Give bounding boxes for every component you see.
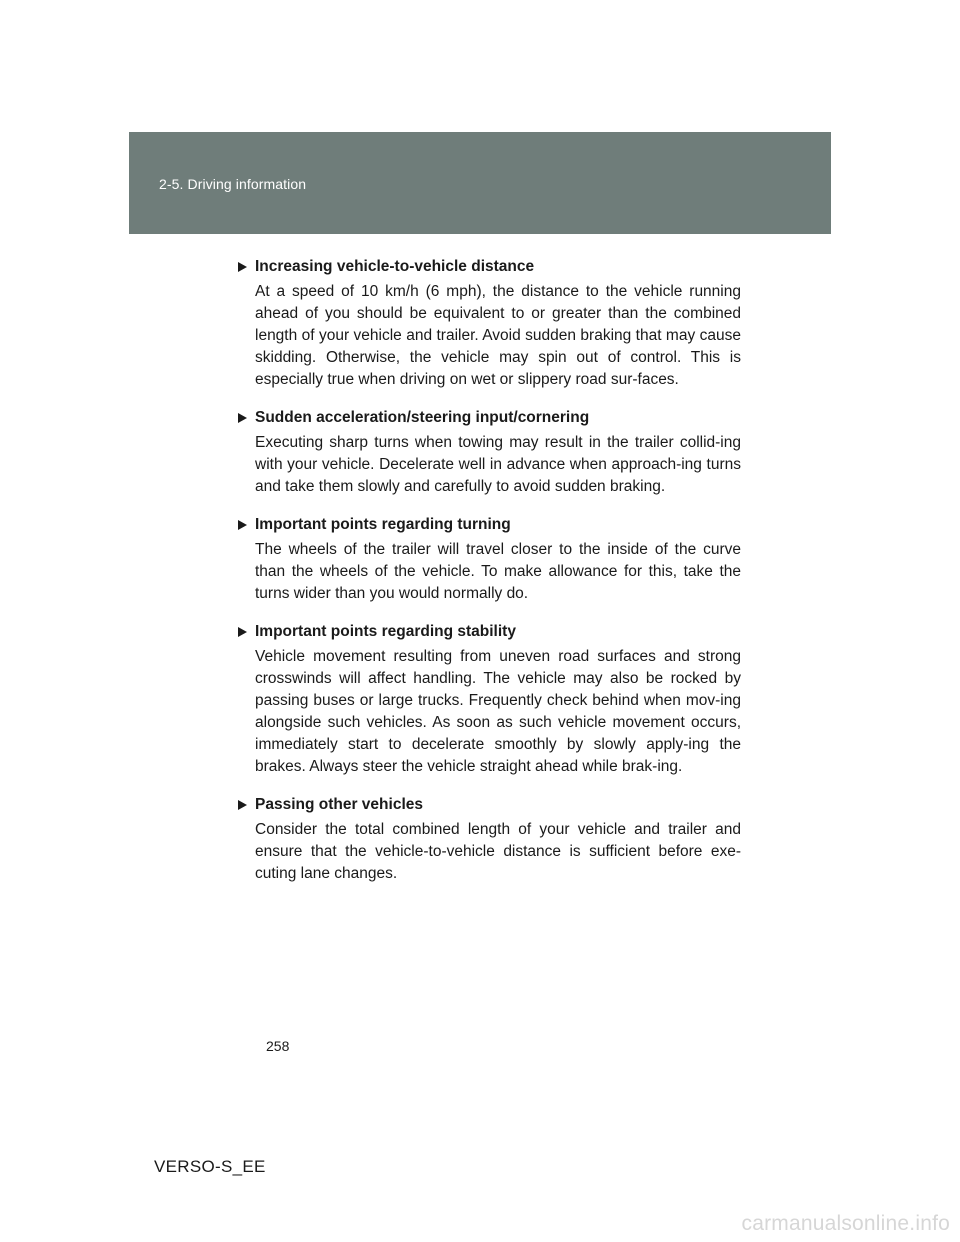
item-heading-text: Important points regarding stability <box>255 623 516 640</box>
triangle-bullet-icon <box>238 262 247 272</box>
page-number: 258 <box>266 1038 290 1054</box>
item-heading-text: Important points regarding turning <box>255 516 511 533</box>
model-code: VERSO-S_EE <box>154 1157 266 1176</box>
list-item <box>236 513 741 605</box>
item-body: Vehicle movement resulting from uneven road surfaces and strong crosswinds will affect handling. The vehicle may also be rocked by passing buses or large trucks. Frequently check behind when mov-ing alongside such vehicles. As soon as such vehicle movement occurs, immediately start to decelerate smoothly by slowly apply-ing the brakes. Always steer the vehicle straight ahead while brak-ing. <box>255 648 741 775</box>
list-item <box>236 620 741 778</box>
item-heading-text: Passing other vehicles <box>255 796 423 813</box>
item-heading <box>236 793 741 817</box>
triangle-bullet-icon <box>238 413 247 423</box>
item-heading <box>236 255 741 279</box>
item-body: Consider the total combined length of your vehicle and trailer and ensure that the vehicle-to-vehicle distance is sufficient before exe-cuting lane changes. <box>255 821 741 882</box>
item-body: The wheels of the trailer will travel closer to the inside of the curve than the wheels of the vehicle. To make allowance for this, take the turns wider than you would normally do. <box>255 541 741 602</box>
chapter-header-band <box>129 132 831 234</box>
list-item <box>236 406 741 498</box>
manual-content <box>236 255 741 900</box>
list-item <box>236 255 741 391</box>
triangle-bullet-icon <box>238 520 247 530</box>
list-item <box>236 793 741 885</box>
item-heading-text: Increasing vehicle-to-vehicle distance <box>255 258 535 275</box>
item-heading <box>236 406 741 430</box>
item-body: At a speed of 10 km/h (6 mph), the distance to the vehicle running ahead of you should be equivalent to or greater than the combined length of your vehicle and trailer. Avoid sudden braking that may cause skidding. Otherwise, the vehicle may spin out of control. This is especially true when driving on wet or slippery road sur-faces. <box>255 283 741 388</box>
item-heading-text: Sudden acceleration/steering input/cornering <box>255 409 590 426</box>
item-heading <box>236 620 741 644</box>
triangle-bullet-icon <box>238 627 247 637</box>
triangle-bullet-icon <box>238 800 247 810</box>
item-body: Executing sharp turns when towing may result in the trailer collid-ing with your vehicle. Decelerate well in advance when approach-ing turns and take them slowly and carefully to avoid sudden braking. <box>255 434 741 495</box>
section-title: 2-5. Driving information <box>159 176 307 192</box>
item-heading <box>236 513 741 537</box>
watermark: carmanualsonline.info <box>741 1212 950 1235</box>
